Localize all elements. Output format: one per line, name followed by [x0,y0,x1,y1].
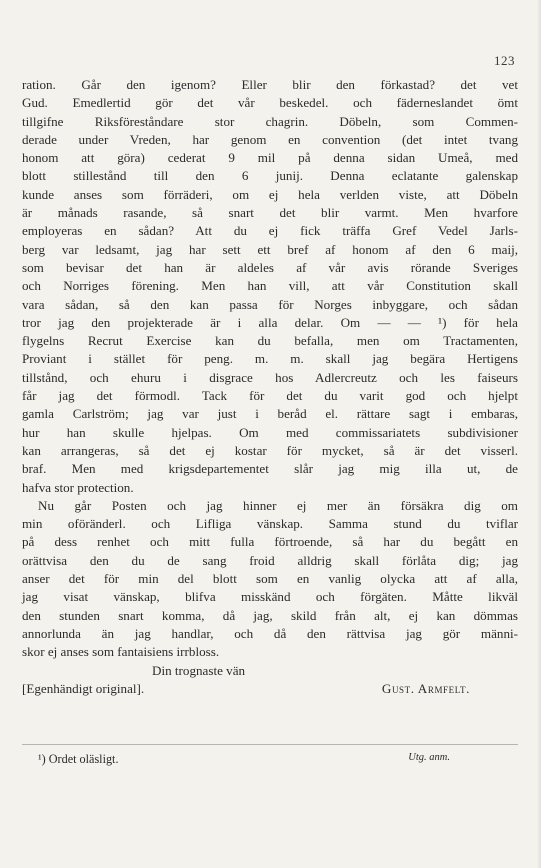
text-line: orättvisa den du de sang froid alldrig skall förlåta dig; jag [22,552,518,568]
text-line: flygelns Recrut Exercise kan du befalla, men om Tractamenten, [22,333,518,349]
text-line: på dess renhet och mitt fulla förtroende, så har du begått en [22,534,518,550]
text-line: jag visat vänskap, blifva misskänd och förgäten. Måtte likväl [22,589,518,605]
text-line: skor ej anses som fantaisiens irrbloss. [22,644,220,660]
text-line: är månads rasande, så snart det blir varmt. Men hvarfore [22,205,518,221]
text-line: vara sådan, så den kan passa för Norges inbyggare, och sådan [22,296,518,312]
closing-salutation: Din trognaste vän [152,662,246,678]
text-line: hafva stor protection. [22,479,134,495]
text-line: kan arrangeras, så det ej kostar för mycket, så är det visserl. [22,442,518,458]
text-line: derade under Vreden, har genom en convention (det intet tvang [22,131,518,147]
footnote [38,752,508,767]
page-number: 123 [494,53,515,68]
signature: Gust. Armfelt. [381,680,470,696]
text-line: gamla Carlström; jag var just i beråd el. rättare sagt i embaras, [22,406,518,422]
paragraph-1 [22,76,518,497]
text-line: kunde anses som förräderi, om ej hela verlden viste, att Döbeln [22,186,518,202]
footnote-divider [22,744,518,745]
page-edge-shadow [537,0,541,868]
text-line: ration. Går den igenom? Eller blir den förkastad? det vet [22,77,518,92]
text-line: min oföränderl. och Lifliga vänskap. Samma stund du tviflar [22,516,518,532]
paragraph-2 [22,497,518,662]
source-note: [Egenhändigt original]. [22,680,145,696]
text-line: Nu går Posten och jag hinner ej mer än försäkra dig om [38,497,518,513]
text-line: hur han skulle hjelpas. Om med commissariatets subdivisioner [22,424,518,440]
signature-row [22,680,518,698]
text-line: får jag det förmodl. Tack för det du varit god och hjelpt [22,388,518,404]
text-line: berg var ledsamt, jag har sett ett bref af honom af den 6 maij, [22,241,518,257]
text-line: tror jag den projekterade är i alla delar. Om — — ¹) för hela [22,314,518,330]
text-line: tillstånd, och ehuru i disgrace hos Adlercreutz och les faiseurs [22,369,518,385]
text-line: den stunden snart komma, då jag, skild från alt, ej kan dömmas [22,607,518,623]
text-line: och Norriges förening. Men han vill, att vår Constitution skall [22,278,518,294]
letter-body [22,76,518,698]
footnote-text: ¹) Ordet oläsligt. [38,752,119,766]
text-line: Proviant i stället för peng. m. m. skall jag begära Hertigens [22,351,518,367]
text-line: blott stillestånd till den 6 junij. Denna eclatante galenskap [22,168,518,184]
editor-note: Utg. anm. [408,752,450,763]
text-line: som bevisar det han är aldeles af vår avis rörande Sveriges [22,259,518,275]
text-line: anser det för min del blott som en vanlig olycka att af alla, [22,571,518,587]
text-line: honom att göra) cederat 9 mil på denna sidan Umeå, med [22,150,518,166]
text-line: annorlunda än jag handlar, och då den rättvisa jag gör männi- [22,625,518,641]
text-line: employeras en sådan? Att du ej fick träffa Gref Vedel Jarls- [22,223,518,239]
text-line: Gud. Emedlertid gör det vår beskedel. och fäderneslandet ömt [22,95,518,111]
text-line: tillgifne Riksföreståndare stor chagrin. Döbeln, som Commen- [22,113,518,129]
text-line: braf. Men med krigsdepartementet slår jag mig illa ut, de [22,461,518,477]
